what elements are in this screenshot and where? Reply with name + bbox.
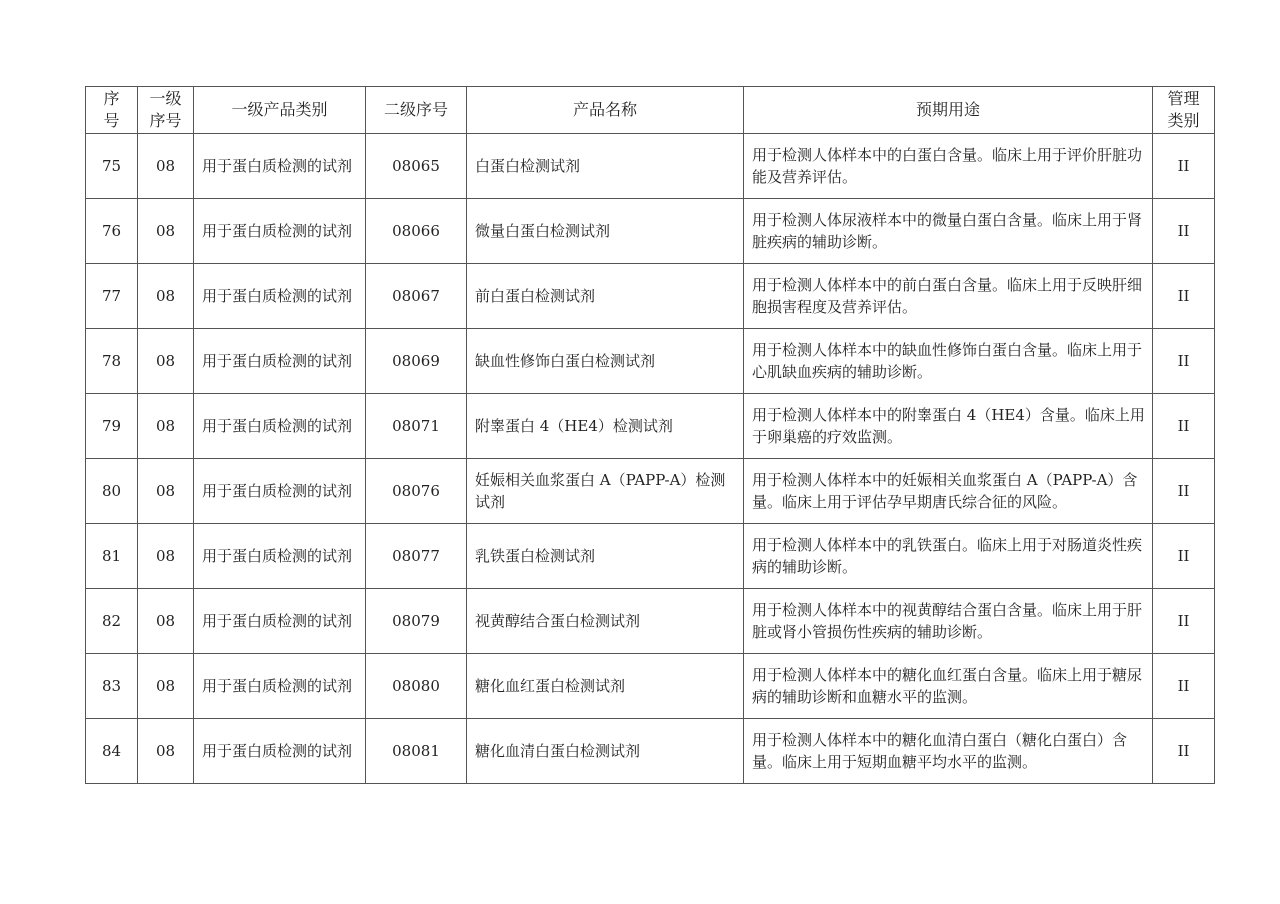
row-number-cell: 76 xyxy=(86,199,138,264)
table-row xyxy=(86,524,1215,589)
table-row xyxy=(86,394,1215,459)
level1-category-cell: 用于蛋白质检测的试剂 xyxy=(194,524,366,589)
product-name-cell: 妊娠相关血浆蛋白 A（PAPP-A）检测试剂 xyxy=(467,459,744,524)
management-class-cell: II xyxy=(1153,719,1215,784)
management-class-cell: II xyxy=(1153,524,1215,589)
row-number-cell: 77 xyxy=(86,264,138,329)
level1-category-cell: 用于蛋白质检测的试剂 xyxy=(194,394,366,459)
product-name-cell: 糖化血红蛋白检测试剂 xyxy=(467,654,744,719)
management-class-cell: II xyxy=(1153,264,1215,329)
table-row xyxy=(86,134,1215,199)
management-class-cell: II xyxy=(1153,589,1215,654)
row-number-cell: 84 xyxy=(86,719,138,784)
header-intended-use: 预期用途 xyxy=(744,87,1153,134)
level1-category-cell: 用于蛋白质检测的试剂 xyxy=(194,264,366,329)
header-row xyxy=(86,87,1215,134)
level1-number-cell: 08 xyxy=(138,264,194,329)
management-class-cell: II xyxy=(1153,459,1215,524)
table-row xyxy=(86,719,1215,784)
intended-use-cell: 用于检测人体尿液样本中的微量白蛋白含量。临床上用于肾脏疾病的辅助诊断。 xyxy=(744,199,1153,264)
table-row xyxy=(86,329,1215,394)
level2-number-cell: 08065 xyxy=(366,134,467,199)
product-name-cell: 前白蛋白检测试剂 xyxy=(467,264,744,329)
intended-use-cell: 用于检测人体样本中的前白蛋白含量。临床上用于反映肝细胞损害程度及营养评估。 xyxy=(744,264,1153,329)
management-class-cell: II xyxy=(1153,199,1215,264)
management-class-cell: II xyxy=(1153,134,1215,199)
product-name-cell: 附睾蛋白 4（HE4）检测试剂 xyxy=(467,394,744,459)
product-name-cell: 糖化血清白蛋白检测试剂 xyxy=(467,719,744,784)
level1-category-cell: 用于蛋白质检测的试剂 xyxy=(194,134,366,199)
product-name-cell: 微量白蛋白检测试剂 xyxy=(467,199,744,264)
row-number-cell: 83 xyxy=(86,654,138,719)
row-number-cell: 81 xyxy=(86,524,138,589)
product-name-cell: 乳铁蛋白检测试剂 xyxy=(467,524,744,589)
level2-number-cell: 08067 xyxy=(366,264,467,329)
intended-use-cell: 用于检测人体样本中的缺血性修饰白蛋白含量。临床上用于心肌缺血疾病的辅助诊断。 xyxy=(744,329,1153,394)
table-row xyxy=(86,589,1215,654)
level1-number-cell: 08 xyxy=(138,459,194,524)
management-class-cell: II xyxy=(1153,329,1215,394)
intended-use-cell: 用于检测人体样本中的糖化血红蛋白含量。临床上用于糖尿病的辅助诊断和血糖水平的监测。 xyxy=(744,654,1153,719)
row-number-cell: 82 xyxy=(86,589,138,654)
product-name-cell: 白蛋白检测试剂 xyxy=(467,134,744,199)
level1-number-cell: 08 xyxy=(138,329,194,394)
level1-category-cell: 用于蛋白质检测的试剂 xyxy=(194,329,366,394)
level1-number-cell: 08 xyxy=(138,719,194,784)
level2-number-cell: 08079 xyxy=(366,589,467,654)
header-no: 序 号 xyxy=(86,87,138,134)
level1-number-cell: 08 xyxy=(138,199,194,264)
table-row xyxy=(86,264,1215,329)
header-management-class: 管理 类别 xyxy=(1153,87,1215,134)
level2-number-cell: 08081 xyxy=(366,719,467,784)
level1-number-cell: 08 xyxy=(138,654,194,719)
intended-use-cell: 用于检测人体样本中的妊娠相关血浆蛋白 A（PAPP-A）含量。临床上用于评估孕早期唐氏综合征的风险。 xyxy=(744,459,1153,524)
management-class-cell: II xyxy=(1153,654,1215,719)
header-product-name: 产品名称 xyxy=(467,87,744,134)
level1-category-cell: 用于蛋白质检测的试剂 xyxy=(194,199,366,264)
intended-use-cell: 用于检测人体样本中的白蛋白含量。临床上用于评价肝脏功能及营养评估。 xyxy=(744,134,1153,199)
header-level1-category: 一级产品类别 xyxy=(194,87,366,134)
level1-number-cell: 08 xyxy=(138,589,194,654)
level2-number-cell: 08080 xyxy=(366,654,467,719)
table-row xyxy=(86,459,1215,524)
level2-number-cell: 08066 xyxy=(366,199,467,264)
header-level1-no: 一级 序号 xyxy=(138,87,194,134)
intended-use-cell: 用于检测人体样本中的乳铁蛋白。临床上用于对肠道炎性疾病的辅助诊断。 xyxy=(744,524,1153,589)
product-name-cell: 视黄醇结合蛋白检测试剂 xyxy=(467,589,744,654)
level1-category-cell: 用于蛋白质检测的试剂 xyxy=(194,589,366,654)
row-number-cell: 80 xyxy=(86,459,138,524)
level2-number-cell: 08071 xyxy=(366,394,467,459)
level1-category-cell: 用于蛋白质检测的试剂 xyxy=(194,719,366,784)
level1-category-cell: 用于蛋白质检测的试剂 xyxy=(194,459,366,524)
level1-category-cell: 用于蛋白质检测的试剂 xyxy=(194,654,366,719)
table-row xyxy=(86,199,1215,264)
row-number-cell: 79 xyxy=(86,394,138,459)
product-table xyxy=(85,86,1215,784)
table-row xyxy=(86,654,1215,719)
level1-number-cell: 08 xyxy=(138,394,194,459)
intended-use-cell: 用于检测人体样本中的视黄醇结合蛋白含量。临床上用于肝脏或肾小管损伤性疾病的辅助诊断。 xyxy=(744,589,1153,654)
row-number-cell: 75 xyxy=(86,134,138,199)
level2-number-cell: 08076 xyxy=(366,459,467,524)
level1-number-cell: 08 xyxy=(138,524,194,589)
row-number-cell: 78 xyxy=(86,329,138,394)
management-class-cell: II xyxy=(1153,394,1215,459)
header-level2-no: 二级序号 xyxy=(366,87,467,134)
level1-number-cell: 08 xyxy=(138,134,194,199)
intended-use-cell: 用于检测人体样本中的糖化血清白蛋白（糖化白蛋白）含量。临床上用于短期血糖平均水平的监测。 xyxy=(744,719,1153,784)
level2-number-cell: 08069 xyxy=(366,329,467,394)
level2-number-cell: 08077 xyxy=(366,524,467,589)
product-name-cell: 缺血性修饰白蛋白检测试剂 xyxy=(467,329,744,394)
table-body xyxy=(86,134,1215,784)
intended-use-cell: 用于检测人体样本中的附睾蛋白 4（HE4）含量。临床上用于卵巢癌的疗效监测。 xyxy=(744,394,1153,459)
